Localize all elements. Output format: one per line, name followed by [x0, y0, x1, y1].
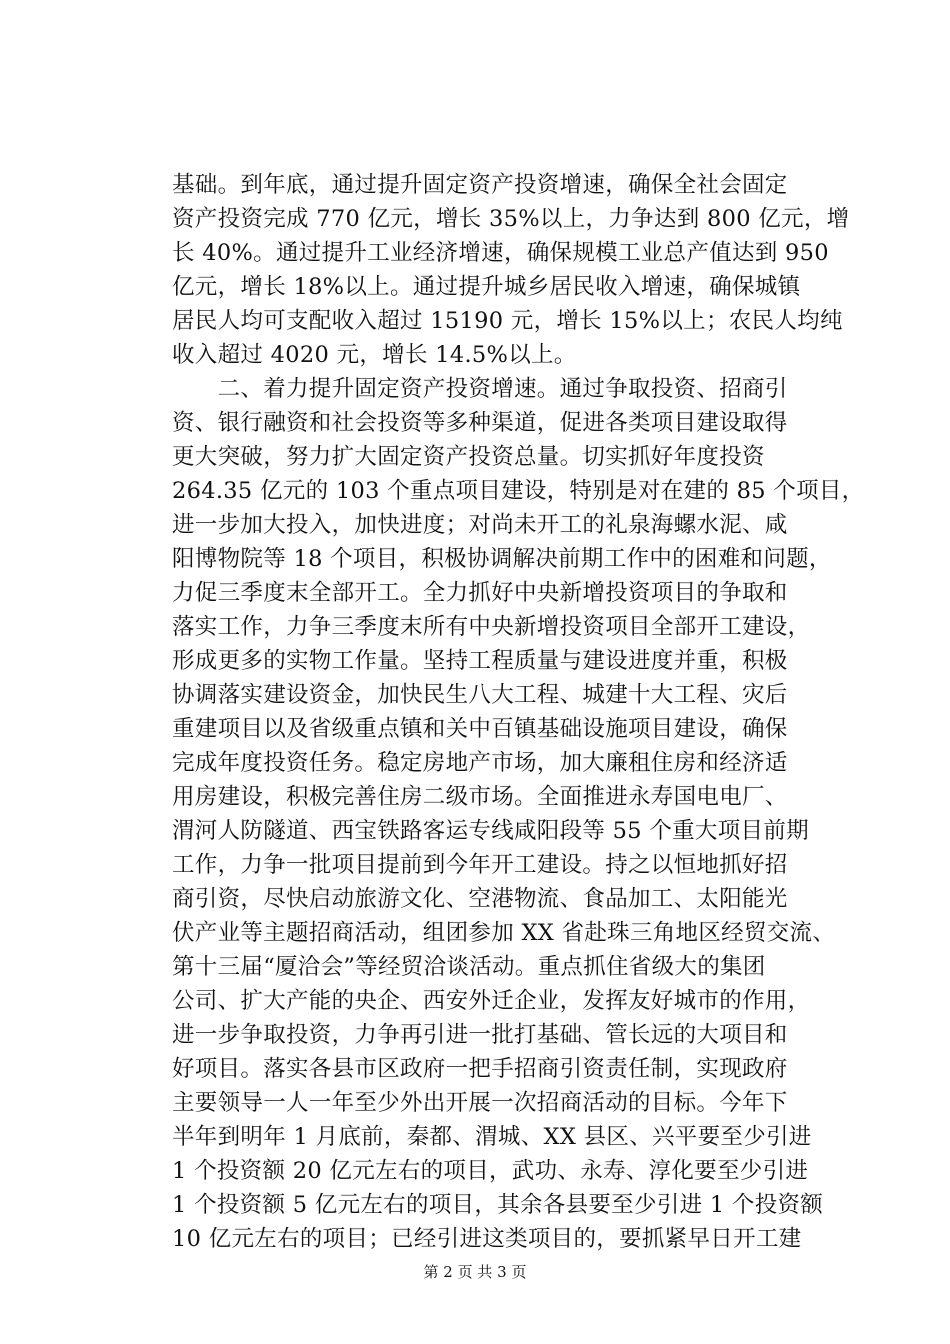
- text-line: 1 个投资额 5 亿元左右的项目，其余各县要至少引进 1 个投资额: [172, 1192, 824, 1218]
- text-line: 基础。到年底，通过提升固定资产投资增速，确保全社会固定: [172, 172, 788, 198]
- text-line: 进一步争取投资，力争再引进一批打基础、管长远的大项目和: [172, 1022, 788, 1048]
- text-line: 收入超过 4020 元，增长 14.5%以上。: [172, 342, 577, 368]
- text-line: 力促三季度末全部开工。全力抓好中央新增投资项目的争取和: [172, 580, 788, 606]
- text-line: 264.35 亿元的 103 个重点项目建设，特别是对在建的 85 个项目，: [172, 478, 865, 504]
- text-line: 公司、扩大产能的央企、西安外迁企业，发挥友好城市的作用，: [172, 988, 811, 1014]
- text-line: 半年到明年 1 月底前，秦都、渭城、XX 县区、兴平要至少引进: [172, 1124, 812, 1150]
- text-line: 居民人均可支配收入超过 15190 元，增长 15%以上；农民人均纯: [172, 308, 843, 334]
- text-line: 阳博物院等 18 个项目，积极协调解决前期工作中的困难和问题，: [172, 546, 832, 572]
- page-number-footer: 第 2 页 共 3 页: [423, 1263, 527, 1281]
- text-line: 重建项目以及省级重点镇和关中百镇基础设施项目建设，确保: [172, 716, 788, 742]
- text-line: 1 个投资额 20 亿元左右的项目，武功、永寿、淳化要至少引进: [172, 1158, 809, 1184]
- text-line: 商引资，尽快启动旅游文化、空港物流、食品加工、太阳能光: [172, 886, 788, 912]
- text-line: 协调落实建设资金，加快民生八大工程、城建十大工程、灾后: [172, 682, 788, 708]
- text-line: 工作，力争一批项目提前到今年开工建设。持之以恒地抓好招: [172, 852, 788, 878]
- text-line: 更大突破，努力扩大固定资产投资总量。切实抓好年度投资: [172, 444, 765, 470]
- text-line: 渭河人防隧道、西宝铁路客运专线咸阳段等 55 个重大项目前期: [172, 818, 809, 844]
- text-line: 完成年度投资任务。稳定房地产市场，加大廉租住房和经济适: [172, 750, 788, 776]
- text-line: 资、银行融资和社会投资等多种渠道，促进各类项目建设取得: [172, 410, 788, 436]
- body-text: [172, 168, 865, 1256]
- text-line: 二、着力提升固定资产投资增速。通过争取投资、招商引: [172, 376, 788, 402]
- text-line: 资产投资完成 770 亿元，增长 35%以上，力争达到 800 亿元，增: [172, 206, 850, 232]
- text-line: 第十三届“厦洽会”等经贸洽谈活动。重点抓住省级大的集团: [172, 954, 766, 980]
- text-line: 落实工作，力争三季度末所有中央新增投资项目全部开工建设，: [172, 614, 811, 640]
- text-line: 伏产业等主题招商活动，组团参加 XX 省赴珠三角地区经贸交流、: [172, 920, 836, 946]
- text-line: 亿元，增长 18%以上。通过提升城乡居民收入增速，确保城镇: [172, 274, 801, 300]
- text-line: 用房建设，积极完善住房二级市场。全面推进永寿国电电厂、: [172, 784, 788, 810]
- text-line: 长 40%。通过提升工业经济增速，确保规模工业总产值达到 950: [172, 240, 829, 266]
- text-line: 好项目。落实各县市区政府一把手招商引资责任制，实现政府: [172, 1056, 788, 1082]
- text-line: 10 亿元左右的项目；已经引进这类项目的，要抓紧早日开工建: [172, 1226, 802, 1252]
- text-line: 主要领导一人一年至少外出开展一次招商活动的目标。今年下: [172, 1090, 788, 1116]
- text-line: 进一步加大投入，加快进度；对尚未开工的礼泉海螺水泥、咸: [172, 512, 788, 538]
- text-line: 形成更多的实物工作量。坚持工程质量与建设进度并重，积极: [172, 648, 788, 674]
